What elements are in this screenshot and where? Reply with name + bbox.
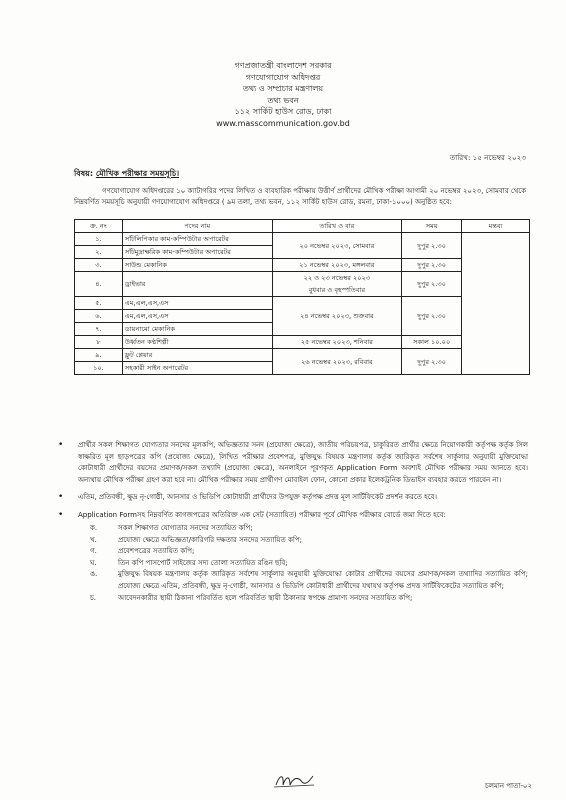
time-cell: দুপুর ২.৩০ (402, 297, 462, 336)
col-header-remarks: মন্তব্য (462, 220, 530, 233)
col-header-date: তারিখ ও বার (272, 220, 402, 233)
list-item (90, 546, 528, 558)
serial-cell: ১. (75, 233, 123, 246)
post-cell: সাঁটমুদ্রাক্ষরিক কাম-কম্পিউটার অপারেটর (122, 246, 272, 259)
bullet-text: Application Formসহ নিম্নবর্ণিত কাগজপত্রের অতিরিক্ত এক সেট (সত্যায়িত) পরীক্ষার পূর্বে মৌখিক পরীক্ষার বোর্ডে জমা দিতে হবে: (78, 510, 446, 519)
department-name: গণযোগাযোগ অধিদপ্তর (245, 72, 321, 82)
time-cell: দুপুর ২.৩০ (402, 272, 462, 297)
table-row (75, 297, 530, 310)
item-key: ক. (90, 524, 98, 532)
signature (272, 770, 316, 790)
list-item (90, 593, 528, 605)
date-line-2: বুধবার ও বৃহস্পতিবার (308, 286, 366, 294)
date-cell: ২৫ নভেম্বর ২০২৩, শনিবার (272, 336, 402, 349)
post-cell: এম,এল,এস,এস (122, 297, 272, 310)
bullet-text: প্রার্থীর সকল শিক্ষাগত যোগ্যতার সনদের মূলকপি, অভিজ্ঞতার সনদ (প্রযোজ্য ক্ষেত্রে), জাতীয় পরিচয়পত্র, চাকুরিরত প্রার্থীর ক্ষেত্রে নিয়োগকারী কর্তৃপক্ষ কর্তৃক সিল স্বাক্ষরিত মূল ছাড়পত্রের কপি (প্রযোজ্য ক্ষেত্রে), লিখিত পরীক্ষার প্রবেশপত্র, মুক্তিযুদ্ধ বিষয়ক মন্ত্রণালয় কর্তৃক জারিকৃত সর্বশেষ সার্কুলার অনুযায়ী মুক্তিযোদ্ধা কোটাধারী প্রার্থীদের বয়সের প্রমাণক/সকল তথ্যাদি (প্রযোজ্য ক্ষেত্রে), অনলাইনে পূরণকৃত Application Form অবশ্যই মৌখিক পরীক্ষার সময় আনতে হবে। অন্যথায় মৌখিক পরীক্ষা গ্রহণ করা হবে না। মৌখিক পরীক্ষার সময় প্রার্থীগণ মোবাইল ফোন, কোনো প্রকার ইলেকট্রনিক ডিভাইস ব্যবহার করতে পারবেন না। (78, 441, 528, 484)
col-header-post: পদের নাম (122, 220, 272, 233)
item-key: গ. (90, 547, 97, 556)
table-row (75, 233, 530, 246)
notice-date: তারিখ: ১৫ নভেম্বর ২০২৩ (449, 153, 526, 162)
table-row (75, 272, 530, 297)
post-cell: সহকারী সাইন অপারেটর (122, 362, 272, 375)
bullet-item (56, 510, 528, 522)
item-text: প্রযোজ্য ক্ষেত্রে অভিজ্ঞতা/কারিগরি দক্ষতার সনদের সত্যায়িত কপি; (118, 535, 303, 544)
serial-cell: ২. (75, 246, 123, 259)
continuation-note: চলমান পাতা-০২ (484, 782, 532, 790)
serial-cell: ৬. (75, 310, 123, 323)
date-line-1: ২২ ও ২৩ নভেম্বর ২০২৩ (303, 274, 371, 282)
post-cell: উর্ধ্বতন কণ্ঠশিল্পী (122, 336, 272, 349)
intro-paragraph: গণযোগাযোগ অধিদপ্তরের ১০ ক্যাটাগরির পদের লিখিত ও ব্যবহারিক পরীক্ষায় উত্তীর্ণ প্রার্থীদের মৌখিক পরীক্ষা আগামী ২০ নভেম্বর ২০২৩, সোমবার থেকে নিম্নবর্ণিত সময়সূচি অনুযায়ী গণযোগাযোগ অধিদপ্তরে ( ৯ম তলা, তথ্য ভবন, ১১২ সার্কিট হাউস রোড, রমনা, ঢাকা-১০০০) অনুষ্ঠিত হবে: (74, 187, 526, 206)
subject-label: বিষয়: (74, 169, 94, 178)
bullet-icon: • (58, 492, 64, 502)
item-text: মুক্তিযুদ্ধ বিষয়ক মন্ত্রণালয় কর্তৃক জারিকৃত সর্বশেষ সার্কুলার অনুযায়ী মুক্তিযোদ্ধা কোটার প্রার্থীদের বয়সের প্রমাণক/সকল তথ্যাদির সত্যায়িত কপি; প্রযোজ্য ক্ষেত্রে এতিম, প্রতিবন্ধী, ক্ষুদ্র নৃ-গোষ্ঠী, আনসার ও ভিডিপি কোটাধারী প্রার্থীদের যথাযথ কর্তৃপক্ষ প্রদত্ত সার্টিফিকেটের সত্যায়িত কপি; (118, 570, 528, 590)
item-text: প্রবেশপত্রের সত্যায়িত কপি; (118, 547, 195, 556)
serial-cell: ৪. (75, 272, 123, 297)
subject-line (74, 168, 179, 181)
subject-text: মৌখিক পরীক্ষার সময়সূচি। (95, 169, 180, 178)
instructions (56, 440, 528, 604)
bullet-icon: • (58, 440, 64, 450)
post-cell: ডায়নামো মেকানিক (122, 323, 272, 336)
col-header-serial: ক্র. নং (75, 220, 123, 233)
item-text: তিন কপি পাসপোর্ট সাইজের সদ্য তোলা সত্যায়িত রঙিন ছবি; (118, 558, 288, 567)
building-name: তথ্য ভবন (267, 95, 299, 105)
bullet-item (56, 440, 528, 486)
time-cell: দুপুর ২.৩০ (402, 233, 462, 259)
list-item (90, 523, 528, 535)
post-cell: সাউন্ড মেকানিক (122, 259, 272, 272)
col-header-time: সময় (402, 220, 462, 233)
bullet-item (56, 492, 528, 504)
time-cell: সকাল ১০.০০ (402, 336, 462, 349)
item-key: খ. (90, 535, 97, 544)
time-cell: দুপুর ২.৩০ (402, 259, 462, 272)
bullet-icon: • (58, 509, 64, 520)
address: ১১২ সার্কিট হাউস রোড, ঢাকা (234, 107, 332, 116)
schedule-table (74, 219, 530, 375)
website: www.masscommunication.gov.bd (216, 118, 350, 128)
post-cell: সাঁটলিপিকার কাম-কম্পিউটার অপারেটর (122, 233, 272, 246)
serial-cell: ৭. (75, 323, 123, 336)
time-cell: দুপুর ২.৩০ (402, 349, 462, 375)
govt-name: গণপ্রজাতন্ত্রী বাংলাদেশ সরকার (234, 61, 332, 70)
item-key: ঙ. (90, 570, 98, 579)
date-cell: ২৬ নভেম্বর ২০২৩, রবিবার (272, 349, 402, 375)
table-row (75, 336, 530, 349)
remarks-cell (462, 233, 530, 375)
table-row (75, 349, 530, 362)
list-item (90, 569, 528, 592)
item-text: আবেদনকারীর স্থায়ী ঠিকানা পরিবর্তিত হলে পরিবর্তিত স্থায়ী ঠিকানার স্বপক্ষে প্রামাণ্য সনদের সত্যায়িত কপি; (118, 593, 413, 602)
serial-cell: ৩. (75, 259, 123, 272)
bullet-text: এতিম, প্রতিবন্ধী, ক্ষুদ্র নৃ-গোষ্ঠী, আনসার ও ভিডিপি কোটাধারী প্রার্থীদের উপযুক্ত কর্তৃপক্ষ প্রদত্ত মূল সার্টিফিকেট প্রদর্শন করতে হবে। (78, 493, 438, 501)
date-cell (272, 272, 402, 297)
ministry-name: তথ্য ও সম্প্রচার মন্ত্রণালয় (242, 84, 324, 93)
item-text: সকল শিক্ষাগত যোগ্যতার সনদের সত্যায়িত কপি; (118, 524, 253, 532)
item-key: চ. (90, 593, 97, 602)
serial-cell: ৮ (75, 336, 123, 349)
date-cell: ২৪ নভেম্বর ২০২৩, শুক্রবার (272, 297, 402, 336)
serial-cell: ৯. (75, 349, 123, 362)
serial-cell: ১০. (75, 362, 123, 375)
list-item (90, 558, 528, 570)
table-row (75, 259, 530, 272)
item-key: ঘ. (90, 558, 97, 567)
post-cell: এম,এল,এস,এস (122, 310, 272, 323)
table-header-row (75, 220, 530, 233)
post-cell: ফ্লুট প্লেয়ার (122, 349, 272, 362)
serial-cell: ৫. (75, 297, 123, 310)
list-item (90, 535, 528, 547)
date-cell: ২০ নভেম্বর ২০২৩, সোমবার (272, 233, 402, 259)
date-cell: ২১ নভেম্বর ২০২৩, মঙ্গলবার (272, 259, 402, 272)
letterhead (0, 60, 566, 129)
post-cell: ড্রাইভার (122, 272, 272, 297)
